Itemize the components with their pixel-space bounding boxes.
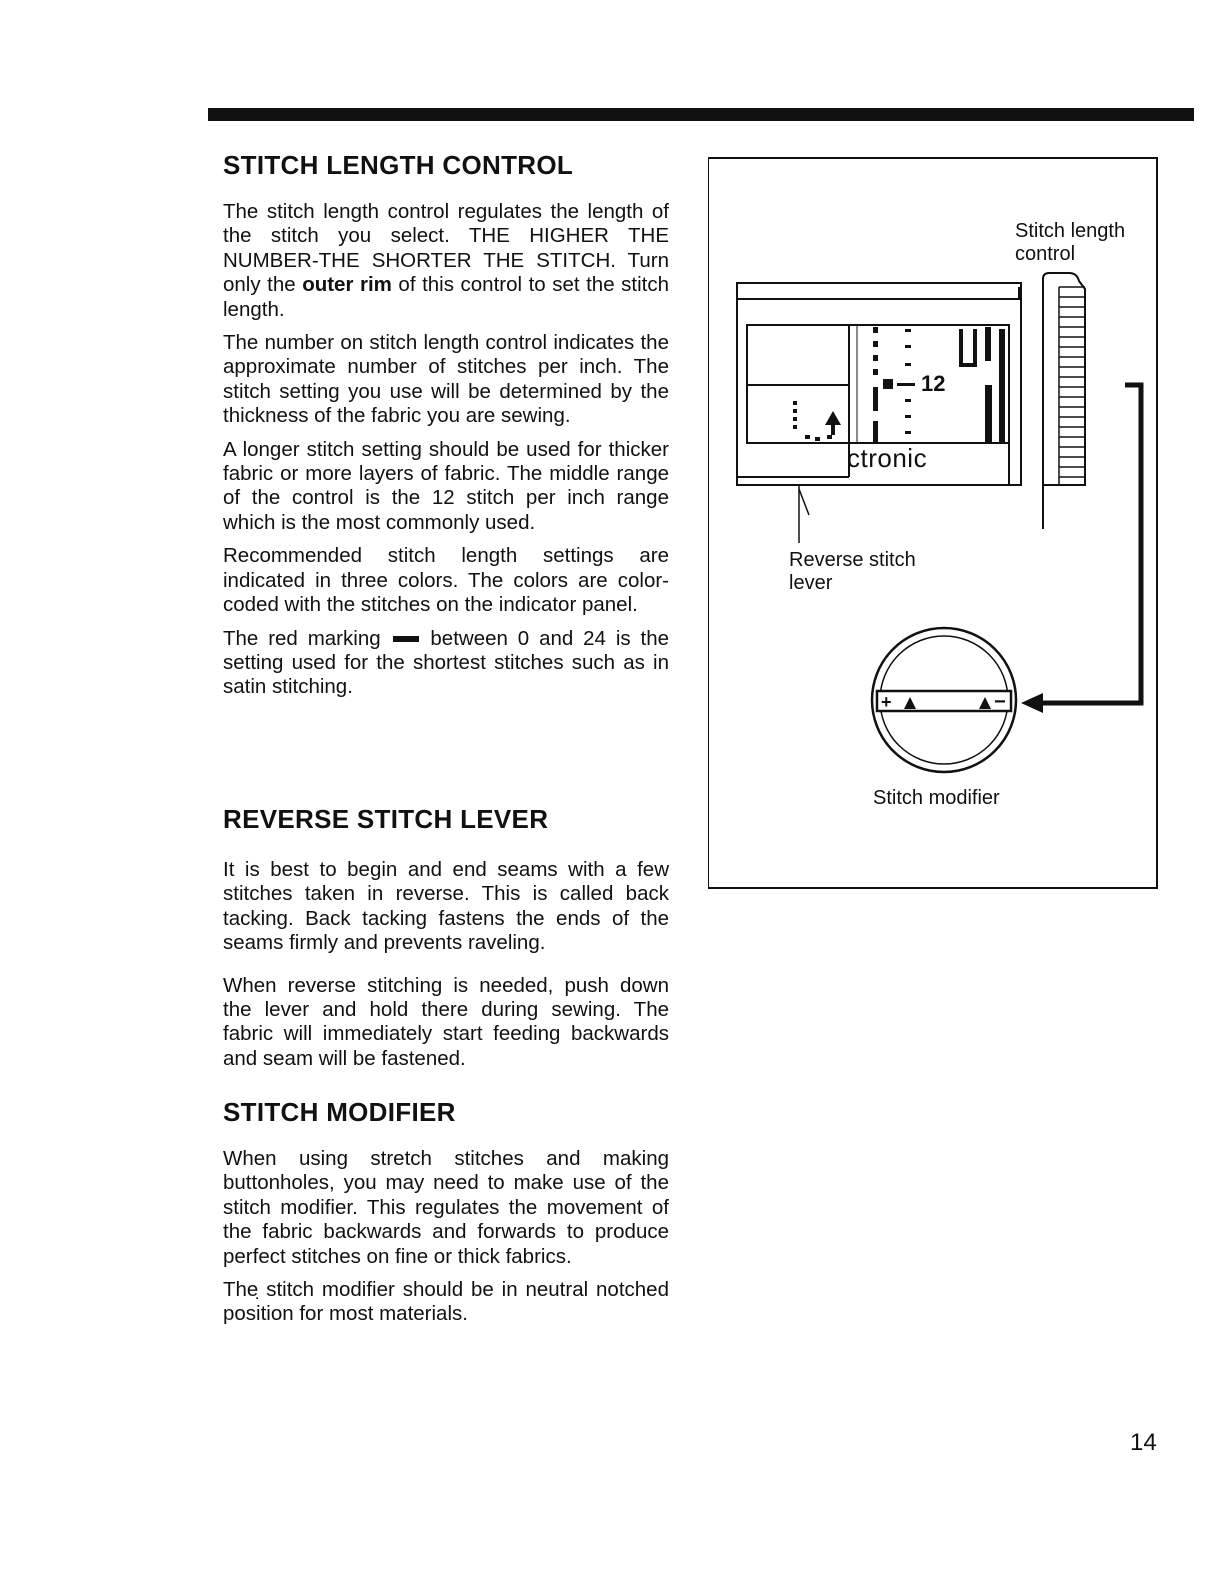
page-number: 14 [1130,1429,1157,1456]
bold-text: outer rim [302,273,392,297]
controls-illustration [709,159,1159,891]
section-stitch-length [223,150,669,700]
paragraph: The ̣stitch modifier should be in neutral notched position for most materials. [223,1278,669,1326]
text: of this control to set the stitch length. [223,273,669,321]
modifier-plus-label: + [881,692,892,712]
top-rule [208,108,1194,121]
label-reverse-stitch-lever: Reverse stitch lever [789,549,916,594]
section-stitch-modifier [223,1097,669,1327]
label-stitch-modifier: Stitch modifier [873,787,1000,809]
paragraph: It is best to begin and end seams with a few stitches taken in reverse. This is called back tacking. Back tacking fastens the ends of the seams firmly and prevents raveling. [223,858,669,955]
paragraph: The number on stitch length control indicates the approximate number of stitches per inch. The stitch setting you use will be determined by the thickness of the fabric you are sewing. [223,331,669,428]
paragraph [223,200,669,322]
text: The red marking [223,626,381,650]
heading-stitch-length: STITCH LENGTH CONTROL [223,150,574,180]
section-reverse-lever [223,804,669,1071]
modifier-minus-label: − [994,691,1006,713]
paragraph: When using stretch stitches and making buttonholes, you may need to make use of the stitch modifier. This regulates the movement of the fabric backwards and forwards to produce perfect stitches on fine or thick fabrics. [223,1147,669,1268]
paragraph [223,627,669,700]
paragraph: Recommended stitch length settings are indicated in three colors. The colors are color-coded with the stitches on the indicator panel. [223,544,669,617]
paragraph: When reverse stitching is needed, push down the lever and hold there during sewing. The fabric will immediately start feeding backwards and seam will be fastened. [223,973,669,1070]
text: The stitch length control regulates the length of the stitch you select. THE HIGHER THE NUMBER-THE SHORTER THE STITCH. Turn only the [223,200,669,297]
panel-number: 12 [921,371,946,396]
paragraph: A longer stitch setting should be used for thicker fabric or more layers of fabric. The middle range of the control is the 12 stitch per inch range which is the most commonly used. [223,437,669,534]
label-stitch-length-control: Stitch length control [1015,220,1126,265]
text: between 0 and 24 is the setting used for the shortest stitches such as in satin stitching. [223,626,670,699]
red-marking-symbol [393,636,419,642]
panel-brand-text: ctronic [847,443,928,473]
machine-controls-figure [708,157,1158,889]
heading-stitch-modifier: STITCH MODIFIER [223,1097,456,1127]
heading-reverse-lever: REVERSE STITCH LEVER [223,804,549,834]
